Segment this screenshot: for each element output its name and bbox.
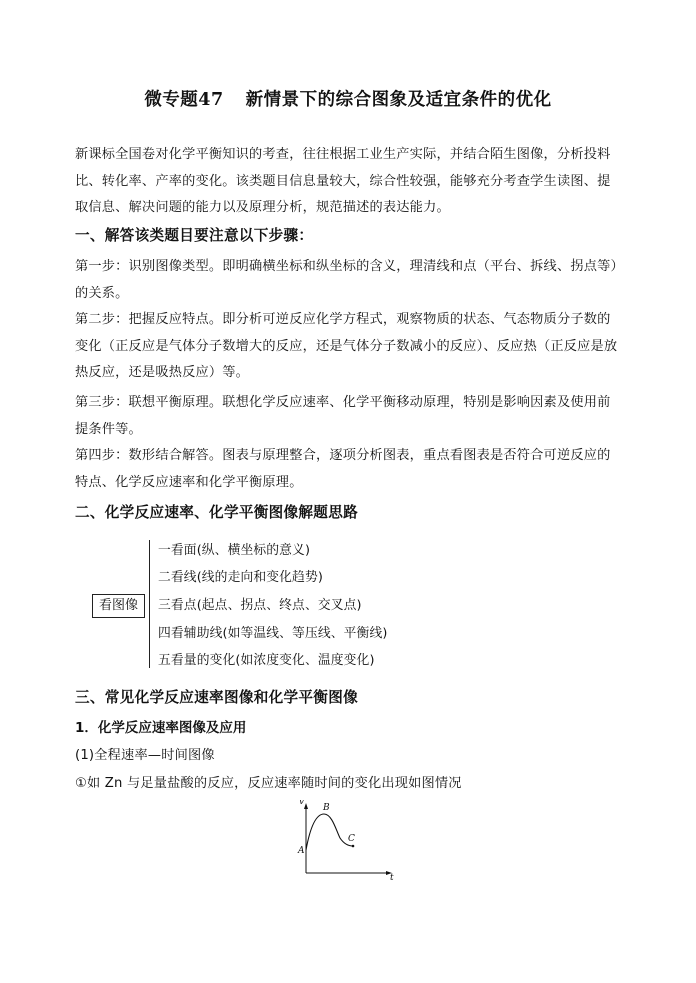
diagram-branch: 三看点(起点、拐点、终点、交叉点) [158,598,362,613]
section1-heading: 一、解答该类题目要注意以下步骤： [75,227,314,244]
intro-paragraph: 新课标全国卷对化学平衡知识的考查，往往根据工业生产实际，并结合陌生图像，分析投料比、转化率、产率的变化。该类题目信息量较大，综合性较强，能够充分考查学生读图、提取信息、解决问题的能力以及原理分析，规范描述的表达能力。 [75,147,611,215]
rate-curve [306,814,353,850]
title-number: 微专题47 [144,90,224,110]
thinking-diagram [92,538,422,678]
step-3: 第三步：联想平衡原理。联想化学反应速率、化学平衡移动原理，特别是影响因素及使用前提条件等。 [75,395,611,437]
diagram-box-label: 看图像 [92,594,145,618]
section2-heading: 二、化学反应速率、化学平衡图像解题思路 [75,504,358,521]
y-axis-label: v [299,800,305,807]
subheading-2: (1)全程速率—时间图像 [75,748,215,763]
rate-time-graph [296,800,396,880]
page-title [0,86,696,111]
diagram-branch: 四看辅助线(如等温线、等压线、平衡线) [158,626,388,641]
diagram-branch: 二看线(线的走向和变化趋势) [158,570,323,585]
x-axis-label: t [390,873,394,880]
step-1: 第一步：识别图像类型。即明确横坐标和纵坐标的含义，理清线和点（平台、拆线、拐点等）的关系。 [75,259,618,301]
diagram-branch: 一看面(纵、横坐标的意义) [158,543,311,558]
diagram-brace [149,540,155,668]
y-axis-arrow [304,803,308,809]
subheading-1: 1．化学反应速率图像及应用 [75,720,247,736]
point-b-label: B [323,803,330,813]
end-point [352,845,355,848]
section3-heading: 三、常见化学反应速率图像和化学平衡图像 [75,689,358,706]
step-4: 第四步：数形结合解答。图表与原理整合，逐项分析图表，重点看图表是否符合可逆反应的特点、化学反应速率和化学平衡原理。 [75,448,611,490]
title-text: 新情景下的综合图象及适宜条件的优化 [245,90,552,110]
diagram-branch: 五看量的变化(如浓度变化、温度变化) [158,653,375,668]
subheading-3: ①如 Zn 与足量盐酸的反应，反应速率随时间的变化出现如图情况 [75,776,462,791]
point-a-label: A [298,846,305,856]
point-c-label: C [348,834,355,844]
step-2: 第二步：把握反应特点。即分析可逆反应化学方程式，观察物质的状态、气态物质分子数的变化（正反应是气体分子数增大的反应，还是气体分子数减小的反应）、反应热（正反应是放热反应，还是吸热反应）等。 [75,312,618,380]
